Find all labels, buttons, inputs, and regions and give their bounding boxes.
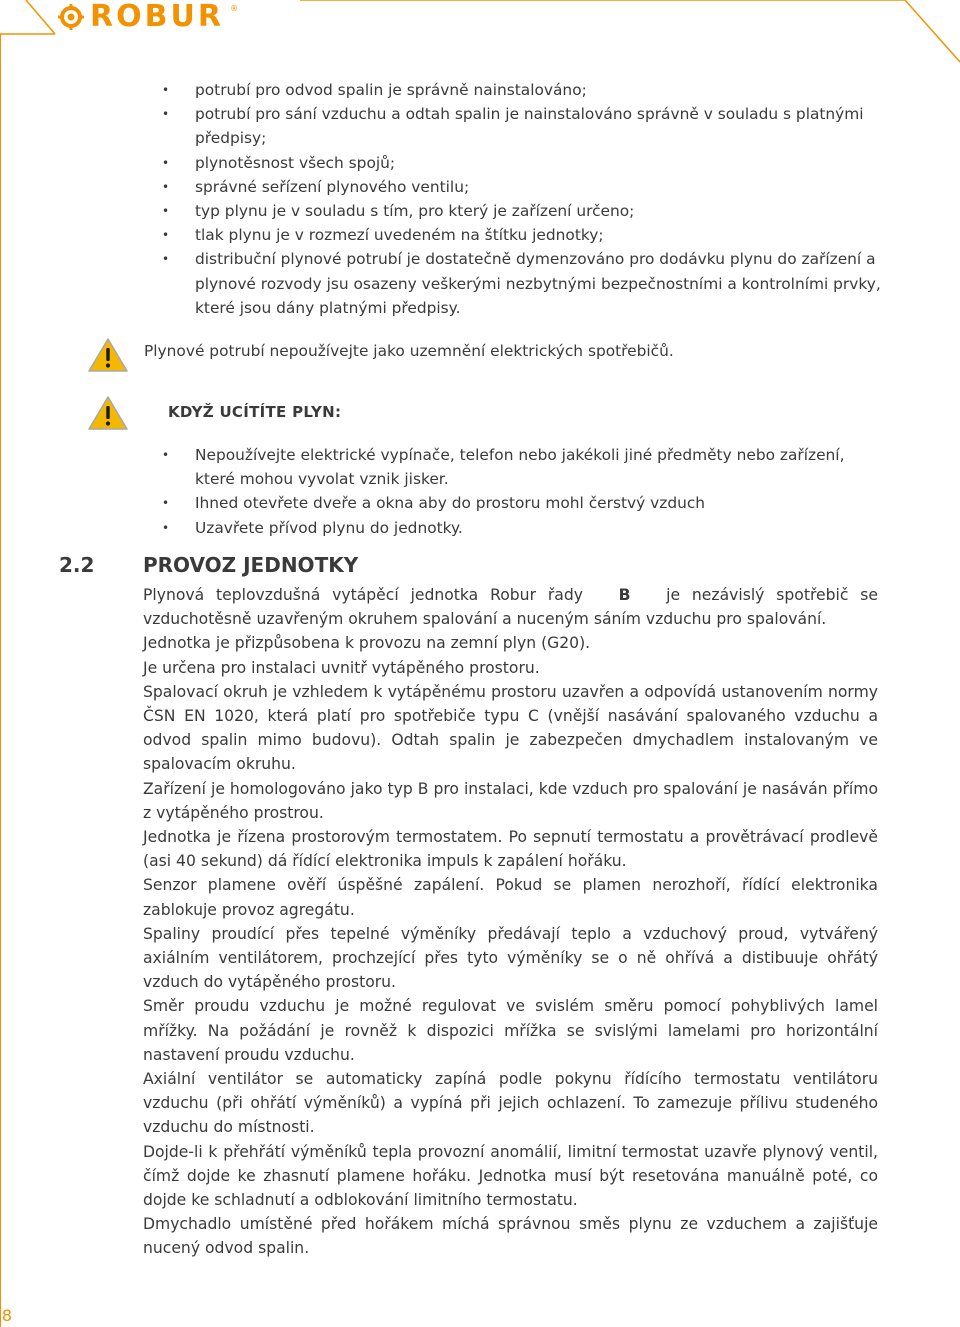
logo-text: ROBUR xyxy=(90,0,224,34)
warning-text: Plynové potrubí nepoužívejte jako uzemnění elektrických spotřebičů. xyxy=(144,342,674,360)
intro-text: Plynová teplovzdušná vytápěcí jednotka Robur řady xyxy=(143,586,583,604)
gas-smell-warning-title: KDYŽ UCÍTÍTE PLYN: xyxy=(168,403,342,421)
list-item: • typ plynu je v souladu s tím, pro který je zařízení určeno; xyxy=(162,199,882,223)
page-number: 8 xyxy=(1,1306,13,1325)
gas-smell-instructions xyxy=(162,443,882,540)
page-header xyxy=(0,0,960,34)
paragraph: Jednotka je přizpůsobena k provozu na zemní plyn (G20). xyxy=(143,634,591,653)
list-item: • potrubí pro odvod spalin je správně nainstalováno; xyxy=(162,78,882,102)
list-item: • tlak plynu je v rozmezí uvedeném na štítku jednotky; xyxy=(162,223,882,247)
list-item: • Nepoužívejte elektrické vypínače, telefon nebo jakékoli jiné předměty nebo zařízení, které mohou vyvolat vznik jisker. xyxy=(162,443,882,491)
paragraph: Dojde-li k přehřátí výměníků tepla provozní anomálií, limitní termostat uzavře plynový ventil, čímž dojde ke zhasnutí plamene hořáku. Jednotka musí být resetována manuálně poté, co dojde ke schladnutí a odblokování limitního termostatu. xyxy=(143,1142,878,1210)
series-letter: B xyxy=(618,586,631,604)
warning-icon xyxy=(88,338,128,372)
warning-icon xyxy=(88,396,128,430)
paragraph: Axiální ventilátor se automaticky zapíná podle pokynu řídícího termostatu ventilátoru vzduchu (při ohřátí výměníků) a vypíná při jejich ochlazení. To zamezuje přílivu studeného vzduchu do místnosti. xyxy=(143,1070,878,1137)
installation-checklist xyxy=(162,78,882,320)
list-item: • Ihned otevřete dveře a okna aby do prostoru mohl čerstvý vzduch xyxy=(162,491,882,515)
paragraph: Dmychadlo umístěné před hořákem míchá správnou směs plynu ze vzduchem a zajišťuje nucený odvod spalin. xyxy=(143,1215,878,1258)
paragraph: Zařízení je homologováno jako typ B pro instalaci, kde vzduch pro spalování je nasáván přímo z vytápěného prostrou. xyxy=(143,779,878,822)
list-item: • distribuční plynové potrubí je dostatečně dymenzováno pro dodávku plynu do zařízení a plynové rozvody jsu osazeny veškerými nezbytnými bezpečnostními a kontrolními prvky, které jsou dány platnými předpisy. xyxy=(162,247,882,320)
list-item: • správné seřízení plynového ventilu; xyxy=(162,175,882,199)
registered-mark: ® xyxy=(229,4,238,13)
paragraph-intro xyxy=(143,583,878,631)
list-item: • potrubí pro sání vzduchu a odtah spalin je nainstalováno správně v souladu s platnými předpisy; xyxy=(162,102,882,150)
list-item: • Uzavřete přívod plynu do jednotky. xyxy=(162,516,882,540)
robur-logo xyxy=(58,2,238,32)
section-body xyxy=(143,583,878,1261)
intro-text-cont: je nezávislý spotřebič se vzduchotěsně uzavřeným okruhem spalování a nuceným sáním vzduchu pro spalování. xyxy=(143,586,879,629)
section-title: PROVOZ JEDNOTKY xyxy=(143,553,359,577)
paragraph: Senzor plamene ověří úspěšné zapálení. Pokud se plamen nerozhoří, řídící elektronika zablokuje provoz agregátu. xyxy=(143,876,878,919)
paragraph: Jednotka je řízena prostorovým termostatem. Po sepnutí termostatu a provětrávací prodlevě (asi 40 sekund) dá řídící elektronika impuls k zapálení hořáku. xyxy=(143,828,878,871)
section-number: 2.2 xyxy=(59,553,95,577)
paragraph: Spalovací okruh je vzhledem k vytápěnému prostoru uzavřen a odpovídá ustanovením normy ČSN EN 1020, která platí pro spotřebiče typu C (vnější nasávání spalovaného vzduchu a odvod spalin mimo budovu). Odtah spalin je zabezpečen dmychadlem instalovaným ve spalovacím okruhu. xyxy=(143,682,878,774)
paragraph: Je určena pro instalaci uvnitř vytápěného prostoru. xyxy=(143,658,540,677)
list-item: • plynotěsnost všech spojů; xyxy=(162,151,882,175)
gear-icon xyxy=(58,4,84,30)
paragraph: Směr proudu vzduchu je možné regulovat ve svislém směru pomocí pohyblivých lamel mřížky. Na požádání je rovněž k dispozici mřížka se svislými lamelami pro horizontální nastavení proudu vzduchu. xyxy=(143,997,878,1064)
paragraph: Spaliny proudící přes tepelné výměníky předávají teplo a vzduchový proud, vytvářený axiálním ventilátorem, prochzející přes tyto výměníky se o ně ohřívá a distibuuje ohřátý vzduch do vytápěného prostoru. xyxy=(143,924,878,992)
